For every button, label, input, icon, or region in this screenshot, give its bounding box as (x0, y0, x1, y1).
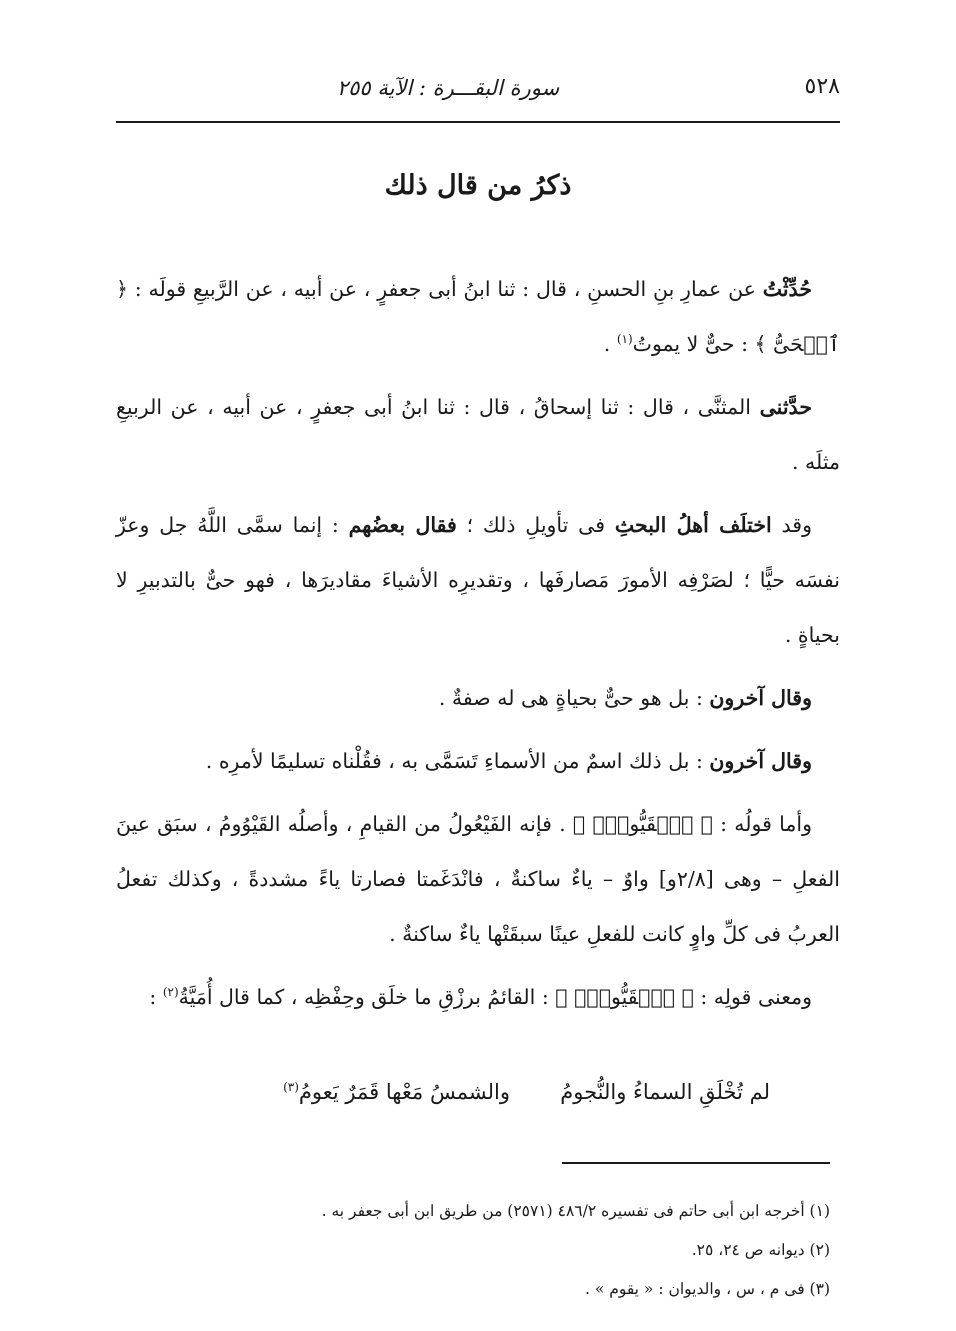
paragraph-1 (116, 262, 840, 372)
paragraph-lead: حُدِّثْتُ (762, 277, 812, 301)
poem-verse (116, 1074, 840, 1124)
paragraph-lead-2: فقال بعضُهم (348, 513, 457, 537)
poem-second-hemistich-text: والشمسُ مَعْها قَمَرٌ يَعومُ (298, 1080, 510, 1104)
body-text (116, 262, 840, 1033)
footnote-ref-1: (١) (616, 332, 633, 347)
paragraph-lead: وقال آخرون (709, 686, 812, 710)
paragraph-text: عن عمارِ بنِ الحسنِ ، قال : ثنا ابنُ أبى جعفرٍ ، عن أبيه ، عن الرَّبيعِ قولَه : ﴿ ٱلۡحَىُّ ﴾ : حىٌّ لا يموتُ (116, 277, 840, 356)
paragraph-text: : بل ذلك اسمٌ من الأسماءِ تَسَمَّى به ، فقُلْناه تسليمًا لأمرِه . (205, 749, 710, 773)
header-title: سورة البقـــرة : الآية ٢٥٥ (336, 76, 560, 100)
footnotes (116, 1192, 830, 1309)
paragraph-tail: . (603, 332, 617, 356)
paragraph-tail: : (149, 985, 163, 1009)
footnote-1: (١) أخرجه ابن أبى حاتم فى تفسيره ٤٨٦/٢ (٢٥٧١) من طريق ابن أبى جعفر به . (321, 1202, 830, 1220)
paragraph-2 (116, 380, 840, 490)
header-rule (116, 121, 840, 123)
paragraph-text: المثنَّى ، قال : ثنا إسحاقُ ، قال : ثنا ابنُ أبى جعفرٍ ، عن أبيه ، عن الربيعِ مثلَه . (116, 395, 840, 474)
paragraph-mid: فى تأويلِ ذلك ؛ (456, 513, 615, 537)
poem-second-hemistich (283, 1080, 510, 1104)
footnote-rule (562, 1162, 830, 1164)
page-number: ٥٢٨ (804, 74, 840, 99)
paragraph-5 (116, 734, 840, 789)
paragraph-lead: اختلَف أهلُ البحثِ (614, 513, 772, 537)
footnote-ref-2: (٢) (162, 985, 179, 1000)
paragraph-4 (116, 671, 840, 726)
footnote-ref-3: (٣) (283, 1080, 299, 1094)
paragraph-text: : إنما سمَّى اللَّهُ جل وعزّ نفسَه حيًّا ؛ لصَرْفِه الأمورَ مَصارفَها ، وتقديرِه الأشياءَ مقاديرَها ، فهو حىٌّ بالتدبيرِ لا بحياةٍ . (116, 513, 840, 647)
paragraph-text: ومعنى قولِه : ﴿ ٱلۡقَيُّومُۚ ﴾ : القائمُ برزْقِ ما خلَق وحِفْظِه ، كما قال أُمَيَّةُ (178, 985, 812, 1009)
paragraph-6 (116, 797, 840, 962)
running-header (116, 68, 840, 112)
footnote-2: (٢) ديوانه ص ٢٤، ٢٥. (691, 1241, 830, 1259)
paragraph-lead: وقال آخرون (709, 749, 812, 773)
paragraph-lead: حدَّثنى (759, 395, 812, 419)
section-heading: ذكرُ من قال ذلك (384, 170, 572, 201)
paragraph-3 (116, 498, 840, 663)
footnote-3: (٣) فى م ، س ، والديوان : « يقوم » . (584, 1280, 830, 1298)
paragraph-text: وأما قولُه : ﴿ ٱلۡقَيُّومُۚ ﴾ . فإنه الفَيْعُولُ من القيامِ ، وأصلُه القَيْوُومُ ، سبَق عينَ الفعلِ – وهى [٢/٨و] واوٌ – ياءٌ ساكنةٌ ، فانْدَغَمتا فصارتا ياءً مشددةً ، وكذلك تفعلُ العربُ فى كلِّ واوٍ كانت للفعلِ عينًا سبقَتْها ياءٌ ساكنةٌ . (116, 812, 840, 946)
paragraph-7 (116, 970, 840, 1025)
paragraph-text: : بل هو حىٌّ بحياةٍ هى له صفةٌ . (438, 686, 710, 710)
poem-first-hemistich: لم تُخْلَقِ السماءُ والنُّجومُ (560, 1080, 770, 1104)
paragraph-pre: وقد (771, 513, 812, 537)
